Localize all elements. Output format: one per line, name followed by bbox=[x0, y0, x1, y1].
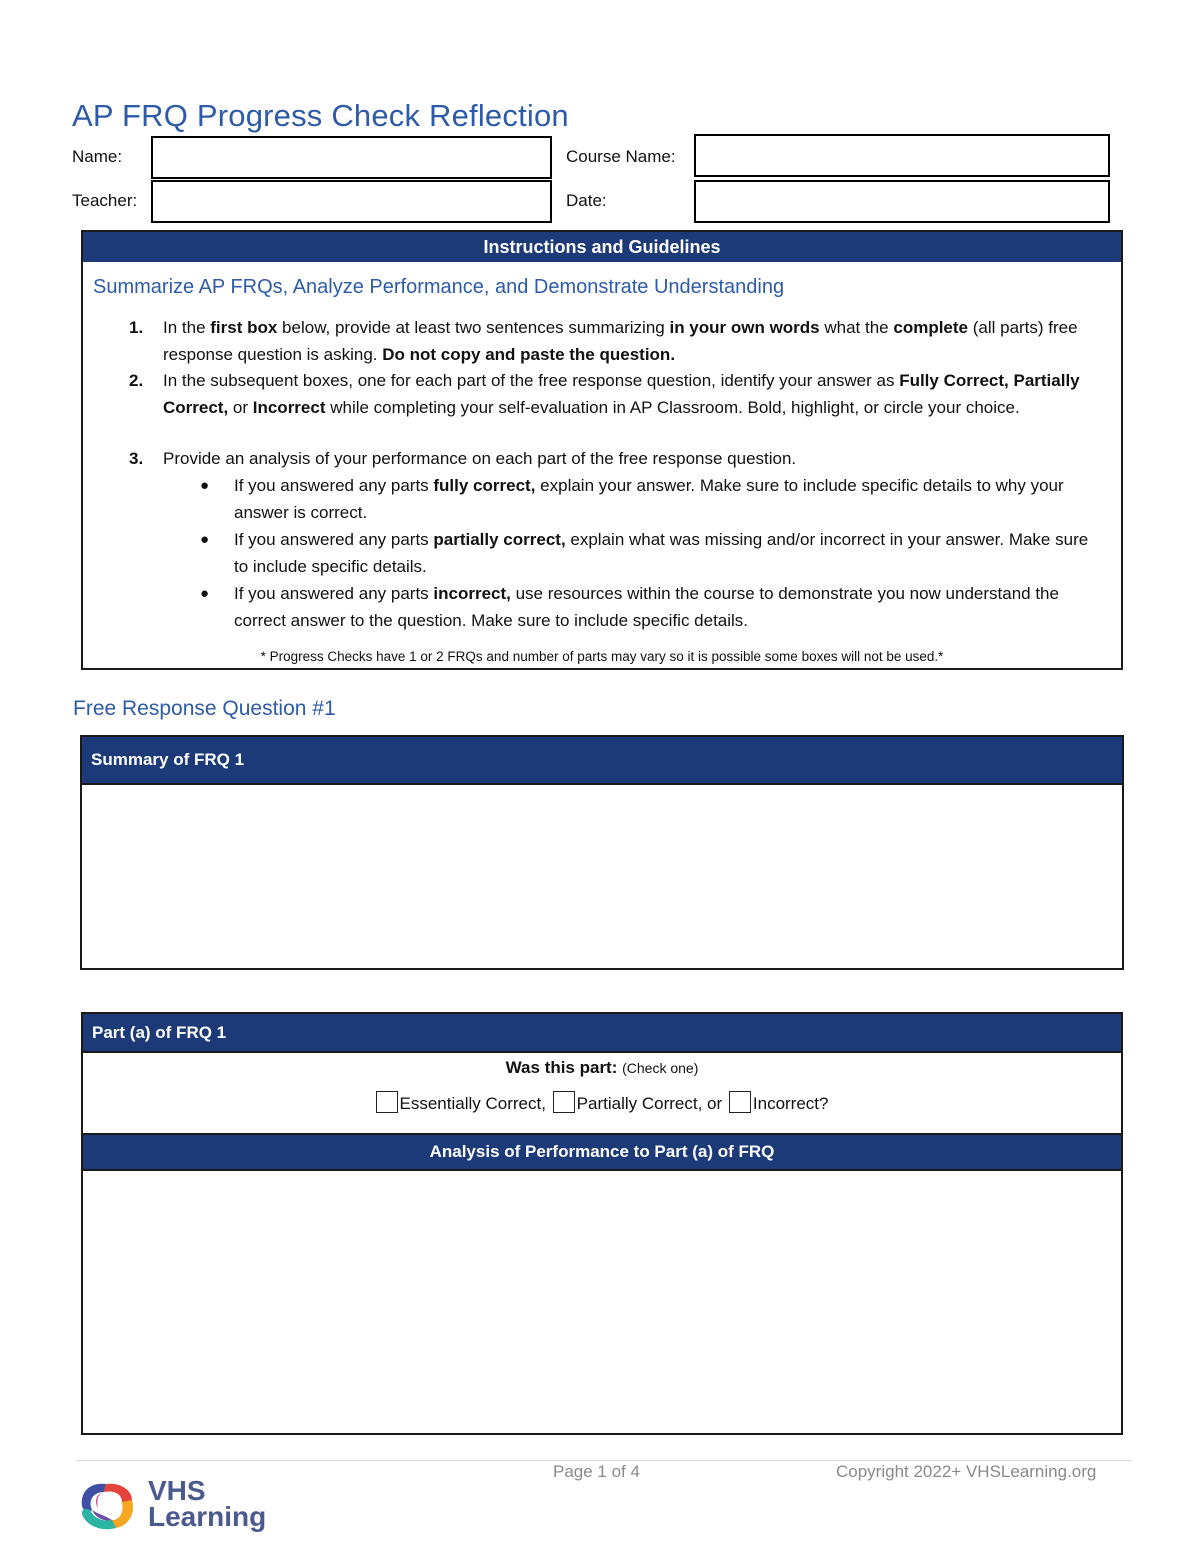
teacher-field[interactable] bbox=[151, 180, 552, 223]
summary-box bbox=[80, 735, 1124, 970]
instruction-item-3: 3. Provide an analysis of your performance on each part of the free response question. bbox=[129, 449, 797, 468]
instruction-bullet-2: ● If you answered any parts partially correct, explain what was missing and/or incorrect in your answer. Make sure to include specific details. bbox=[200, 530, 1089, 576]
date-field[interactable] bbox=[694, 180, 1110, 223]
vhs-logo-icon bbox=[76, 1478, 140, 1534]
logo-text: VHS Learning bbox=[148, 1475, 267, 1532]
essentially-correct-label: Essentially Correct, bbox=[399, 1094, 546, 1113]
part-a-check-area bbox=[83, 1053, 1121, 1133]
course-name-label: Course Name: bbox=[566, 147, 676, 166]
teacher-label: Teacher: bbox=[72, 191, 138, 210]
instruction-item-1: 1. In the first box below, provide at least two sentences summarizing in your own words what the complete (all parts) free response question is asking. Do not copy and paste the question. bbox=[129, 318, 1078, 364]
name-label: Name: bbox=[72, 147, 123, 166]
page-number: Page 1 of 4 bbox=[553, 1462, 640, 1481]
instructions-note: * Progress Checks have 1 or 2 FRQs and number of parts may vary so it is possible some boxes will not be used.* bbox=[260, 649, 944, 664]
part-a-options bbox=[83, 1091, 1121, 1114]
page-title: AP FRQ Progress Check Reflection bbox=[72, 98, 569, 133]
part-a-question: Was this part: (Check one) bbox=[505, 1058, 699, 1077]
summary-input[interactable] bbox=[82, 785, 1122, 968]
part-a-header: Part (a) of FRQ 1 bbox=[83, 1014, 1121, 1053]
analysis-header: Analysis of Performance to Part (a) of FRQ bbox=[83, 1133, 1121, 1171]
summary-header: Summary of FRQ 1 bbox=[82, 737, 1122, 785]
essentially-correct-checkbox[interactable] bbox=[376, 1091, 398, 1113]
partially-correct-checkbox[interactable] bbox=[553, 1091, 575, 1113]
analysis-input[interactable] bbox=[83, 1171, 1121, 1431]
instruction-bullet-1: ● If you answered any parts fully correct, explain your answer. Make sure to include specific details to why your answer is correct. bbox=[200, 476, 1064, 522]
instruction-item-2: 2. In the subsequent boxes, one for each part of the free response question, identify your answer as Fully Correct, Partially Correct, or Incorrect while completing your self-evaluation in AP Classroom. Bold, highlight, or circle your choice. bbox=[129, 371, 1080, 417]
copyright: Copyright 2022+ VHSLearning.org bbox=[836, 1462, 1097, 1481]
frq1-heading: Free Response Question #1 bbox=[73, 697, 336, 720]
instruction-bullet-3: ● If you answered any parts incorrect, use resources within the course to demonstrate you now understand the correct answer to the question. Make sure to include specific details. bbox=[200, 584, 1059, 630]
course-name-field[interactable] bbox=[694, 134, 1110, 177]
part-a-box bbox=[81, 1012, 1123, 1435]
date-label: Date: bbox=[566, 191, 607, 210]
instructions-header: Instructions and Guidelines bbox=[83, 232, 1121, 262]
name-field[interactable] bbox=[151, 136, 552, 179]
incorrect-checkbox[interactable] bbox=[729, 1091, 751, 1113]
partially-correct-label: Partially Correct, or bbox=[576, 1094, 723, 1113]
instructions-subtitle: Summarize AP FRQs, Analyze Performance, and Demonstrate Understanding bbox=[93, 276, 785, 298]
incorrect-label: Incorrect? bbox=[752, 1094, 829, 1113]
footer-divider bbox=[76, 1460, 1132, 1461]
